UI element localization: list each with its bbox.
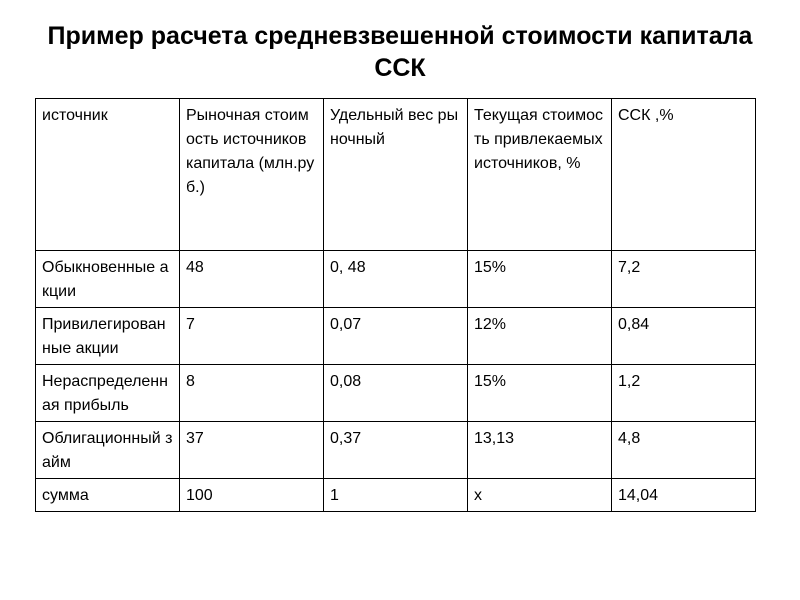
cell-wacc: 7,2 bbox=[612, 251, 756, 308]
cell-wacc: 0,84 bbox=[612, 308, 756, 365]
cell-current-cost: 12% bbox=[468, 308, 612, 365]
cell-current-cost: 13,13 bbox=[468, 422, 612, 479]
cell-source: сумма bbox=[36, 479, 180, 512]
cell-market-weight: 0,07 bbox=[324, 308, 468, 365]
cell-source: Привилегированные акции bbox=[36, 308, 180, 365]
slide-title: Пример расчета средневзвешенной стоимости капитала ССК bbox=[47, 22, 753, 82]
cell-market-value: 7 bbox=[180, 308, 324, 365]
table-total-row bbox=[36, 479, 756, 512]
cell-current-cost: х bbox=[468, 479, 612, 512]
cell-market-value: 48 bbox=[180, 251, 324, 308]
cell-market-weight: 0,37 bbox=[324, 422, 468, 479]
cell-wacc: 1,2 bbox=[612, 365, 756, 422]
header-current-cost: Текущая стоимость привлекаемых источников, % bbox=[468, 99, 612, 251]
cell-wacc: 4,8 bbox=[612, 422, 756, 479]
cell-market-weight: 1 bbox=[324, 479, 468, 512]
cell-current-cost: 15% bbox=[468, 251, 612, 308]
wacc-table bbox=[35, 98, 756, 512]
cell-source: Облигационный займ bbox=[36, 422, 180, 479]
cell-market-weight: 0,08 bbox=[324, 365, 468, 422]
cell-market-value: 100 bbox=[180, 479, 324, 512]
cell-market-value: 8 bbox=[180, 365, 324, 422]
cell-wacc: 14,04 bbox=[612, 479, 756, 512]
table-row bbox=[36, 422, 756, 479]
cell-market-weight: 0, 48 bbox=[324, 251, 468, 308]
table-row bbox=[36, 251, 756, 308]
cell-market-value: 37 bbox=[180, 422, 324, 479]
header-market-weight: Удельный вес рыночный bbox=[324, 99, 468, 251]
table-header-row bbox=[36, 99, 756, 251]
table-row bbox=[36, 365, 756, 422]
cell-current-cost: 15% bbox=[468, 365, 612, 422]
table-row bbox=[36, 308, 756, 365]
header-wacc: ССК ,% bbox=[612, 99, 756, 251]
cell-source: Нераспределенная прибыль bbox=[36, 365, 180, 422]
header-market-value: Рыночная стоимость источников капитала (млн.руб.) bbox=[180, 99, 324, 251]
cell-source: Обыкновенные акции bbox=[36, 251, 180, 308]
header-source: источник bbox=[36, 99, 180, 251]
